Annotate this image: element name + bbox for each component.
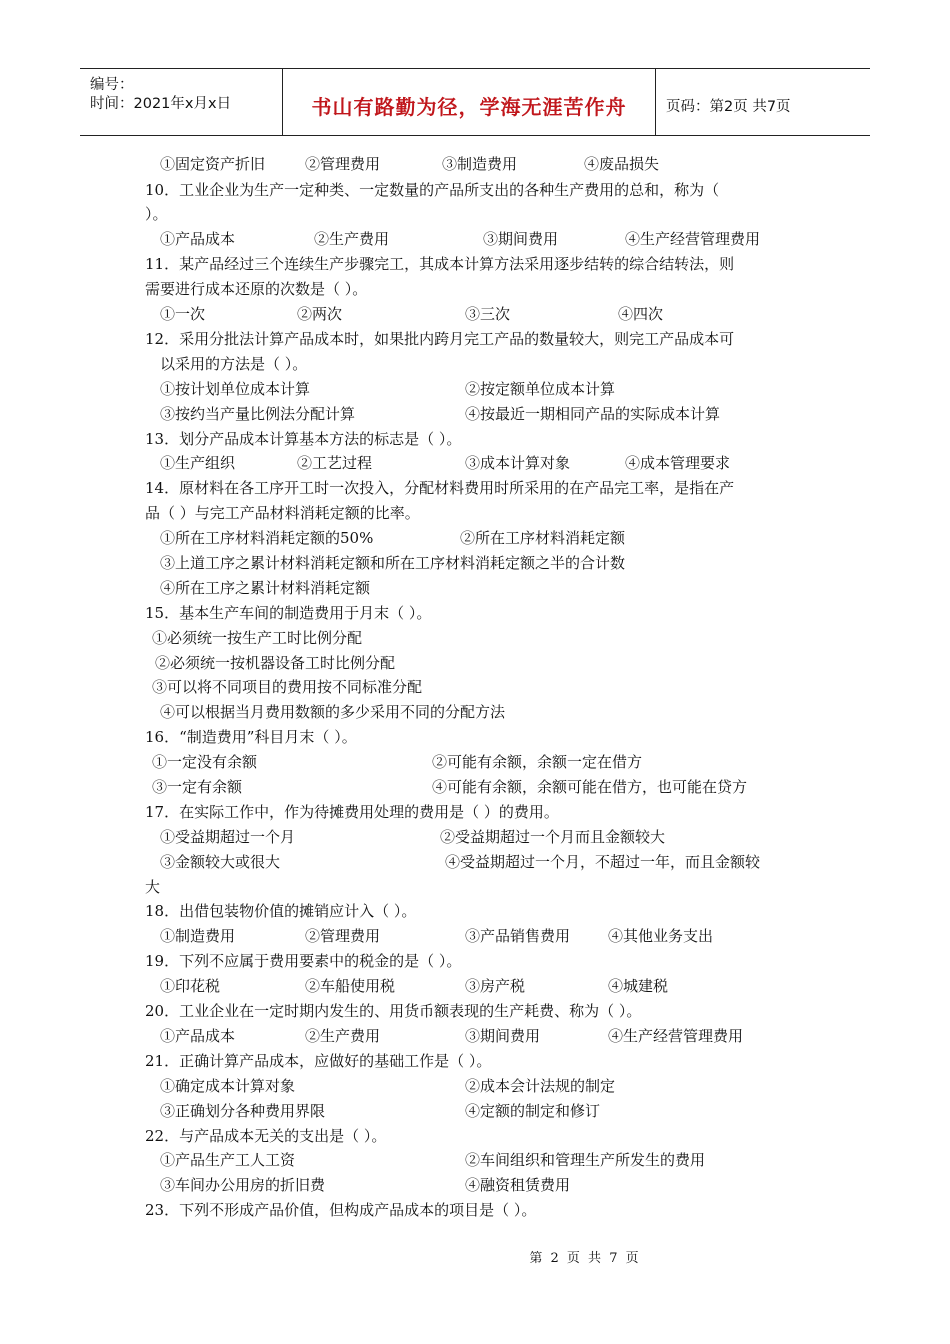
text-line: 12．采用分批法计算产品成本时，如果批内跨月完工产品的数量较大，则完工产品成本可: [145, 330, 735, 348]
text-line: ④定额的制定和修订: [465, 1102, 601, 1120]
text-line: ①生产组织: [160, 454, 236, 472]
text-line: ①产品生产工人工资: [160, 1151, 296, 1169]
text-line: ③正确划分各种费用界限: [160, 1102, 326, 1120]
text-line: ②工艺过程: [297, 454, 373, 472]
text-line: ③金额较大或很大: [160, 853, 281, 871]
text-line: ③制造费用: [442, 155, 518, 173]
text-line: 13．划分产品成本计算基本方法的标志是（ ）。: [145, 430, 462, 448]
text-line: ③产品销售费用: [465, 927, 571, 945]
text-line: 19．下列不应属于费用要素中的税金的是（ ）。: [145, 952, 462, 970]
text-line: ③期间费用: [483, 230, 559, 248]
text-line: ③可以将不同项目的费用按不同标准分配: [152, 678, 423, 696]
text-line: ④成本管理要求: [625, 454, 731, 472]
text-line: ④生产经营管理费用: [608, 1027, 744, 1045]
text-line: 以采用的方法是（ ）。: [160, 355, 308, 373]
text-line: ④可能有余额，余额可能在借方，也可能在贷方: [432, 778, 748, 796]
text-line: ③按约当产量比例法分配计算: [160, 405, 356, 423]
text-line: ①必须统一按生产工时比例分配: [152, 629, 363, 647]
text-line: ④其他业务支出: [608, 927, 714, 945]
text-line: ②生产费用: [305, 1027, 381, 1045]
text-line: ②两次: [297, 305, 343, 323]
text-line: ③一定有余额: [152, 778, 243, 796]
text-line: ①一定没有余额: [152, 753, 258, 771]
text-line: ③上道工序之累计材料消耗定额和所在工序材料消耗定额之半的合计数: [160, 554, 626, 572]
text-line: ①受益期超过一个月: [160, 828, 296, 846]
text-line: ③成本计算对象: [465, 454, 571, 472]
text-line: 11．某产品经过三个连续生产步骤完工，其成本计算方法采用逐步结转的综合结转法，则: [145, 255, 735, 273]
text-line: ③房产税: [465, 977, 526, 995]
text-line: ①一次: [160, 305, 206, 323]
footer-page-number: 第 2 页 共 7 页: [529, 1251, 641, 1266]
text-line: 10．工业企业为生产一定种类、一定数量的产品所支出的各种生产费用的总和，称为（: [145, 181, 720, 199]
text-line: ）。: [145, 205, 168, 223]
text-line: ④融资租赁费用: [465, 1176, 571, 1194]
text-line: ②必须统一按机器设备工时比例分配: [155, 654, 396, 672]
text-line: ②车船使用税: [305, 977, 396, 995]
text-line: 20．工业企业在一定时期内发生的、用货币额表现的生产耗费、称为（ ）。: [145, 1002, 642, 1020]
text-line: ②可能有余额，余额一定在借方: [432, 753, 643, 771]
text-line: ③期间费用: [465, 1027, 541, 1045]
text-line: ④所在工序之累计材料消耗定额: [160, 579, 371, 597]
text-line: ③三次: [465, 305, 511, 323]
text-line: ②生产费用: [314, 230, 390, 248]
text-line: ②所在工序材料消耗定额: [460, 529, 626, 547]
text-line: ①产品成本: [160, 230, 236, 248]
text-line: ②按定额单位成本计算: [465, 380, 616, 398]
text-line: ④城建税: [608, 977, 669, 995]
text-line: 需要进行成本还原的次数是（ ）。: [145, 280, 368, 298]
motto-text: 书山有路勤为径，学海无涯苦作舟: [311, 95, 627, 119]
text-line: ①确定成本计算对象: [160, 1077, 296, 1095]
text-line: 18．出借包装物价值的摊销应计入（ ）。: [145, 902, 417, 920]
text-line: ④受益期超过一个月，不超过一年，而且金额较: [445, 853, 761, 871]
text-line: ①按计划单位成本计算: [160, 380, 311, 398]
text-line: 22．与产品成本无关的支出是（ ）。: [145, 1127, 387, 1145]
text-line: ③车间办公用房的折旧费: [160, 1176, 326, 1194]
text-line: ②车间组织和管理生产所发生的费用: [465, 1151, 706, 1169]
text-line: 14．原材料在各工序开工时一次投入，分配材料费用时所采用的在产品完工率，是指在产: [145, 479, 735, 497]
text-line: 大: [145, 878, 161, 896]
text-line: 17．在实际工作中，作为待摊费用处理的费用是（ ）的费用。: [145, 803, 559, 821]
date-label: 时间：2021年x月x日: [90, 96, 232, 112]
text-line: ②受益期超过一个月而且金额较大: [440, 828, 666, 846]
text-line: 23．下列不形成产品价值，但构成产品成本的项目是（ ）。: [145, 1201, 537, 1219]
text-line: ④按最近一期相同产品的实际成本计算: [465, 405, 721, 423]
text-line: ④可以根据当月费用数额的多少采用不同的分配方法: [160, 703, 506, 721]
page-number-label: 页码：第2页 共7页: [666, 99, 791, 115]
text-line: ④生产经营管理费用: [625, 230, 761, 248]
text-line: ④四次: [618, 305, 664, 323]
text-line: 16．“制造费用”科目月末（ ）。: [145, 728, 357, 746]
text-line: ④废品损失: [584, 155, 660, 173]
text-line: ②管理费用: [305, 155, 381, 173]
text-line: ①产品成本: [160, 1027, 236, 1045]
text-line: ①印花税: [160, 977, 221, 995]
page-footer: [0, 1247, 950, 1266]
text-line: ②管理费用: [305, 927, 381, 945]
text-line: 15．基本生产车间的制造费用于月末（ ）。: [145, 604, 432, 622]
code-label: 编号：: [90, 77, 134, 93]
text-line: 21．正确计算产品成本，应做好的基础工作是（ ）。: [145, 1052, 492, 1070]
text-line: ①所在工序材料消耗定额的50%: [160, 529, 374, 547]
text-line: ①固定资产折旧: [160, 155, 266, 173]
text-line: ②成本会计法规的制定: [465, 1077, 616, 1095]
text-line: ①制造费用: [160, 927, 236, 945]
text-line: 品（ ）与完工产品材料消耗定额的比率。: [145, 504, 420, 522]
